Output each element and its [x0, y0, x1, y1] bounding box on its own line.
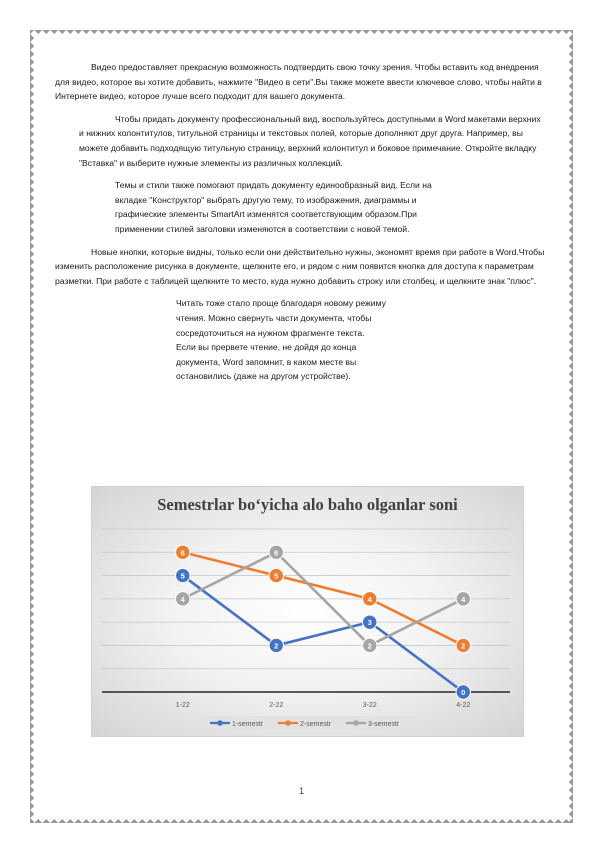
data-label: 5 — [180, 571, 185, 581]
chart-plot — [92, 487, 525, 738]
paragraph-2: Чтобы придать документу профессиональный вид, воспользуйтесь доступными в Word макетами верхних и нижних колонтитулов, титульной страницы и текстовых полей, которые дополняют друг друга. Например, вы можете добавить подходящую титульную страницу, верхний колонтитул и боковое примечание. Откройте вкладку "Вставка" и выберите нужные элементы из различных коллекций. — [79, 113, 541, 168]
chart-title: Semestrlar bo‘yicha alo baho olganlar soni — [157, 495, 458, 514]
x-tick-label: 1-22 — [175, 702, 190, 709]
legend-marker — [353, 720, 359, 726]
legend-label-2: 2-semestr — [300, 721, 332, 728]
data-label: 2 — [367, 641, 372, 651]
data-label: 4 — [461, 594, 466, 604]
data-label: 0 — [461, 688, 466, 697]
x-tick-label: 4-22 — [456, 702, 471, 709]
data-label: 2 — [274, 641, 279, 651]
page-number: 1 — [298, 786, 304, 796]
paragraph-3: Темы и стили также помогают придать документу единообразный вид. Если на вкладке "Конструктор" выбрать другую тему, то изображения, диаграммы и графические элементы SmartArt изменятся соответствующим образом.При применении стилей заголовки изменяются в соответствии с новой темой. — [115, 180, 432, 234]
paragraph-5: Читать тоже стало проще благодаря новому режиму чтения. Можно свернуть части документа, чтобы сосредоточиться на нужном фрагменте текста. Если вы прервете чтение, не дойдя до конца документа, Word запомнит, в каком месте вы остановились (даже на другом устройстве). — [176, 298, 386, 382]
series-line-1 — [180, 576, 464, 692]
data-label: 6 — [180, 548, 185, 558]
legend-marker — [217, 720, 223, 726]
x-tick-label: 3-22 — [362, 702, 377, 709]
legend-label-3: 3-semestr — [368, 721, 400, 728]
page-border-bottom — [30, 815, 573, 823]
page-border-left — [30, 30, 38, 823]
data-label: 2 — [461, 641, 466, 651]
line-chart[interactable] — [91, 486, 524, 737]
data-label: 6 — [274, 548, 279, 558]
legend-label-1: 1-semestr — [232, 721, 264, 728]
page-border-top — [30, 30, 573, 38]
legend-marker — [285, 720, 291, 726]
data-label: 4 — [367, 594, 372, 604]
document-body — [55, 60, 547, 392]
paragraph-1: Видео предоставляет прекрасную возможность подтвердить свою точку зрения. Чтобы вставить код внедрения для видео, которое вы хотите добавить, нажмите "Видео в сети".Вы также можете ввести ключевое слово, чтобы найти в Интернете видео, которое лучше всего подходит для вашего документа. — [55, 62, 542, 102]
data-label: 4 — [180, 594, 185, 604]
page-border-right — [565, 30, 573, 823]
x-tick-label: 2-22 — [269, 702, 284, 709]
paragraph-4: Новые кнопки, которые видны, только если они действительно нужны, экономят время при работе в Word.Чтобы изменить расположение рисунка в документе, щелкните его, и рядом с ним появится кнопка для доступа к параметрам разметки. При работе с таблицей щелкните то место, куда нужно добавить строку или столбец, и щелкните знак "плюс". — [55, 246, 545, 286]
data-label: 5 — [274, 571, 279, 581]
data-label: 3 — [367, 618, 372, 628]
